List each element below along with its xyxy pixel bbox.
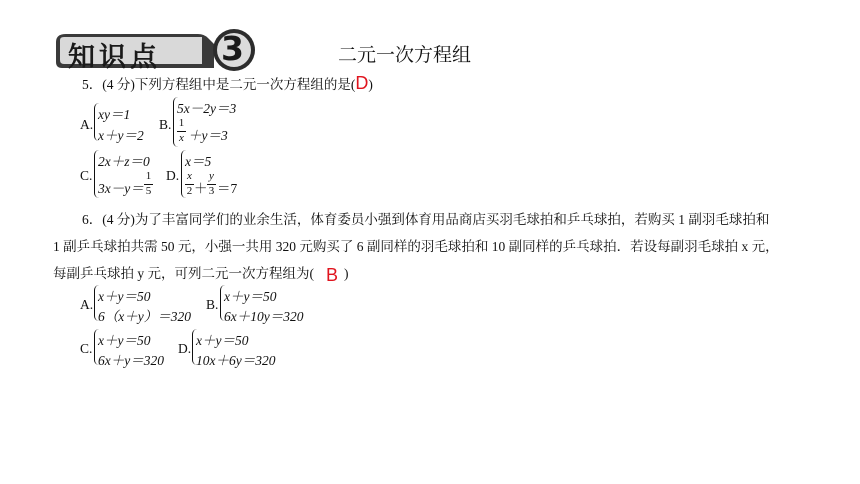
fraction-numerator: 1 (178, 117, 185, 129)
option-label: B. (206, 297, 219, 312)
equation: 6x＋10y＝320 (224, 309, 304, 324)
option-label: C. (80, 341, 93, 356)
equation: x＝5 (185, 154, 212, 169)
q5-answer: D (355, 73, 369, 93)
q6-line-3 (53, 262, 349, 283)
equation: x＋y＝50 (196, 333, 249, 348)
plus-sign: ＋ (194, 181, 208, 196)
option-label: A. (80, 117, 94, 132)
q5-stem-text: 5．(4 分)下列方程组中是二元一次方程组的是( (82, 77, 356, 92)
equation: 6（x＋y）＝320 (98, 309, 191, 324)
banner-label: 知识点 (68, 42, 161, 73)
q6-answer: B (326, 265, 339, 285)
q6-line-3-text: 每副乒乓球拍 y 元，可列二元一次方程组为( (53, 266, 314, 281)
equation: ＝7 (217, 181, 238, 196)
fraction-denominator: x (179, 132, 184, 144)
fraction-denominator: 2 (186, 185, 193, 197)
q5-stem (82, 73, 373, 94)
equation: 10x＋6y＝320 (196, 353, 276, 368)
fraction-numerator: x (187, 170, 192, 182)
option-label: B. (159, 117, 172, 132)
option-label: D. (178, 341, 192, 356)
equation: x＋y＝50 (98, 333, 151, 348)
fraction-denominator: 3 (208, 185, 215, 197)
equation: xy＝1 (98, 107, 131, 122)
banner-number: 3 (221, 29, 244, 68)
equation: x＋y＝50 (224, 289, 277, 304)
equation: 5x－2y＝3 (177, 101, 237, 116)
fraction-denominator: 5 (145, 185, 152, 197)
q6-close-paren: ) (344, 266, 349, 281)
fraction-numerator: 1 (145, 170, 152, 182)
equation: 2x＋z＝0 (98, 154, 150, 169)
q5-close-paren: ) (368, 77, 373, 92)
knowledge-point-banner (52, 28, 272, 72)
option-label: C. (80, 168, 93, 183)
equation: 3x－y＝ (98, 181, 144, 196)
equation: x＋y＝2 (98, 128, 144, 143)
fraction-numerator: y (209, 170, 214, 182)
equation: x＋y＝50 (98, 289, 151, 304)
q6-line-1: 6．(4 分)为了丰富同学们的业余生活，体育委员小强到体育用品商店买羽毛球拍和乒乓球拍，若购买 1 副羽毛球拍和 (82, 212, 770, 227)
option-label: A. (80, 297, 94, 312)
q6-line-2: 1 副乒乓球拍共需 50 元，小强一共用 320 元购买了 6 副同样的羽毛球拍和 10 副同样的乒乓球拍．若设每副羽毛球拍 x 元， (53, 239, 779, 254)
option-label: D. (166, 168, 180, 183)
topic-title: 二元一次方程组 (338, 44, 472, 66)
equation: ＋y＝3 (188, 128, 228, 143)
equation: 6x＋y＝320 (98, 353, 164, 368)
